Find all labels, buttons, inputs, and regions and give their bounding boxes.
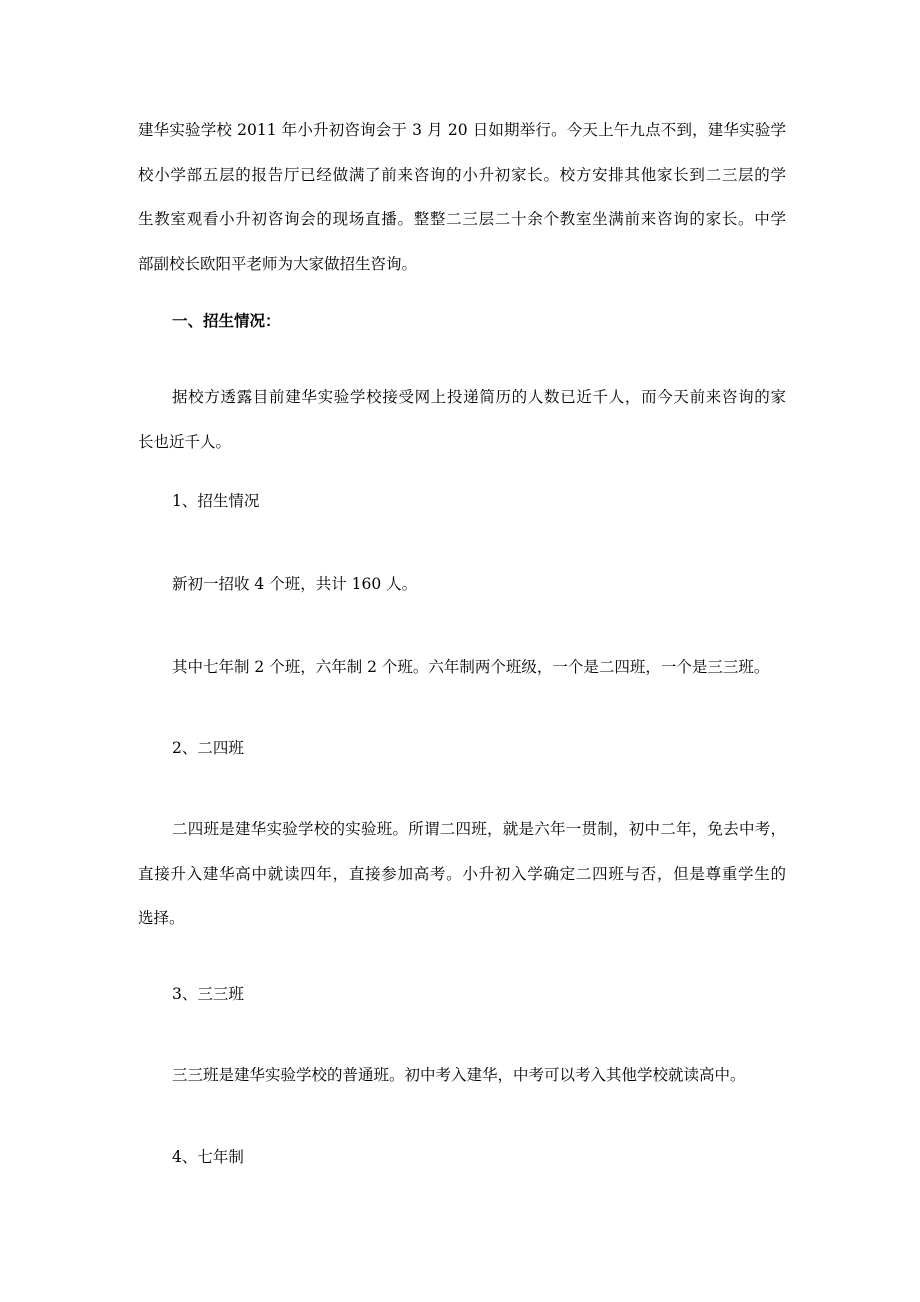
section1-line-1: 据校方透露目前建华实验学校接受网上投递简历的人数已近千人，而今天前来咨询的家: [172, 388, 786, 406]
intro-line-1: 建华实验学校 2011 年小升初咨询会于 3 月 20 日如期举行。今天上午九点不到，建华实验学: [138, 121, 786, 139]
item2-line-2: 直接升入建华高中就读四年，直接参加高考。小升初入学确定二四班与否，但是尊重学生的: [138, 864, 786, 883]
section-heading-enrollment: 一、招生情况：: [172, 311, 281, 330]
intro-paragraph: [138, 123, 786, 272]
item2-paragraph: [138, 822, 786, 927]
item-heading-4: 4、七年制: [172, 1148, 244, 1166]
intro-line-4: 部副校长欧阳平老师为大家做招生咨询。: [138, 254, 418, 273]
intro-line-3: 生教室观看小升初咨询会的现场直播。整整二三层二十余个教室坐满前来咨询的家长。中学: [138, 210, 786, 228]
item3-text-line: 三三班是建华实验学校的普通班。初中考入建华，中考可以考入其他学校就读高中。: [172, 1066, 746, 1084]
item2-line-1: 二四班是建华实验学校的实验班。所谓二四班，就是六年一贯制，初中二年，免去中考，: [172, 820, 786, 838]
section1-line-2: 长也近千人。: [138, 432, 232, 451]
item-heading-2: 2、二四班: [172, 739, 244, 757]
item1-text-line-2: 其中七年制 2 个班，六年制 2 个班。六年制两个班级，一个是二四班，一个是三三班。: [172, 658, 770, 676]
intro-line-2: 校小学部五层的报告厅已经做满了前来咨询的小升初家长。校方安排其他家长到二三层的学: [138, 165, 786, 184]
item-heading-3: 3、三三班: [172, 985, 244, 1003]
item1-text-line-1: 新初一招收 4 个班，共计 160 人。: [172, 575, 418, 593]
item2-line-3: 选择。: [138, 909, 185, 927]
item-heading-1: 1、招生情况: [172, 492, 260, 510]
section1-paragraph: [138, 390, 786, 450]
